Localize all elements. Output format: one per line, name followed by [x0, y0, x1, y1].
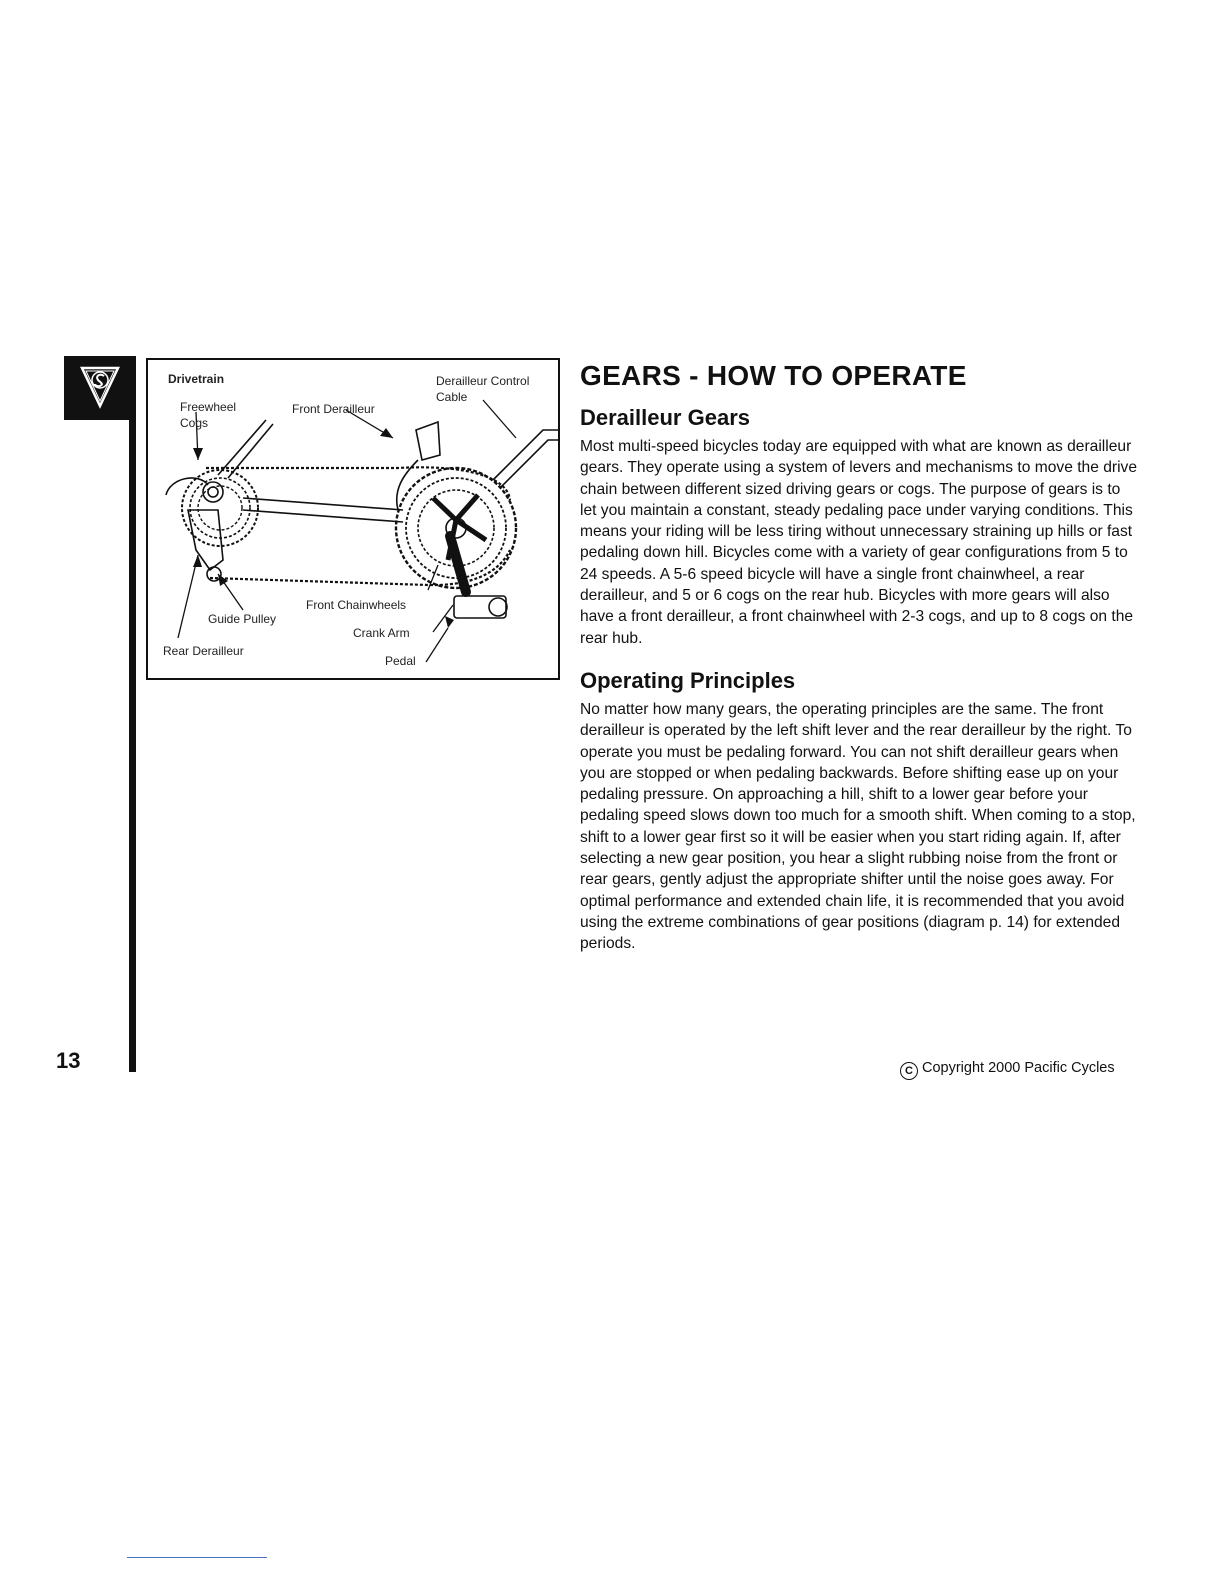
page-heading: GEARS - HOW TO OPERATE: [580, 360, 967, 391]
label-cable: Cable: [436, 390, 468, 404]
schwinn-s-shield-icon: [64, 356, 136, 420]
diagram-title: Drivetrain: [168, 372, 225, 386]
section-title-derailleur-gears: Derailleur Gears: [580, 405, 750, 430]
drivetrain-diagram: [146, 358, 560, 680]
section-body-derailleur-gears: Most multi-speed bicycles today are equipped with what are known as derailleur gears. They operate using a system of levers and mechanisms to move the drive chain between different sized driving gears or cogs. The purpose of gears is to let you maintain a constant, steady pedaling pace under varying conditions. This means your riding will be less tiring without unnecessary straining up hills or fast pedaling down hill. Bicycles come with a variety of gear configurations from 5 to 24 speeds. A 5-6 speed bicycle will have a single front chainwheel, a rear derailleur, and 5 or 6 cogs on the rear hub. Bicycles with more gears will also have a front derailleur, a front chainwheel with 2-3 cogs, and up to 8 cogs on the rear hub.: [580, 438, 1138, 647]
label-front-derailleur: Front Derailleur: [292, 402, 375, 416]
brand-tab: [64, 356, 136, 420]
label-crank-arm: Crank Arm: [353, 626, 410, 640]
copyright-notice: [900, 1060, 1115, 1080]
label-freewheel: Freewheel: [180, 400, 237, 414]
footer-rule: [127, 1557, 267, 1558]
label-pedal: Pedal: [385, 654, 416, 668]
copyright-text: Copyright 2000 Pacific Cycles: [922, 1060, 1115, 1076]
left-margin-rule: [129, 356, 136, 1072]
label-derailleur-control: Derailleur Control: [436, 374, 530, 388]
label-rear-derailleur: Rear Derailleur: [163, 644, 244, 658]
label-guide-pulley: Guide Pulley: [208, 612, 277, 626]
copyright-symbol-icon: C: [900, 1062, 918, 1080]
label-cogs: Cogs: [180, 416, 209, 430]
page-number: 13: [56, 1048, 81, 1073]
label-front-chainwheels: Front Chainwheels: [306, 598, 407, 612]
section-title-operating-principles: Operating Principles: [580, 667, 796, 693]
text-column: [580, 358, 1140, 955]
section-body-operating-principles: No matter how many gears, the operating principles are the same. The front derailleur is operated by the left shift lever and the rear derailleur by the right. To operate you must be pedaling forward. You can not shift derailleur gears when you are stopped or when pedaling backwards. Before shifting ease up on your pedaling pressure. On approaching a hill, shift to a lower gear before your pedaling speed slows down too much for a smooth shift. When coming to a stop, shift to a lower gear first so it will be easier when you start riding again. If, after selecting a new gear position, you hear a slight rubbing noise from the front or rear gears, gently adjust the appropriate shifter until the noise goes away. For optimal performance and extended chain life, it is recommended that you avoid using the extreme combinations of gear positions (diagram p. 14) for extended periods.: [580, 700, 1136, 953]
